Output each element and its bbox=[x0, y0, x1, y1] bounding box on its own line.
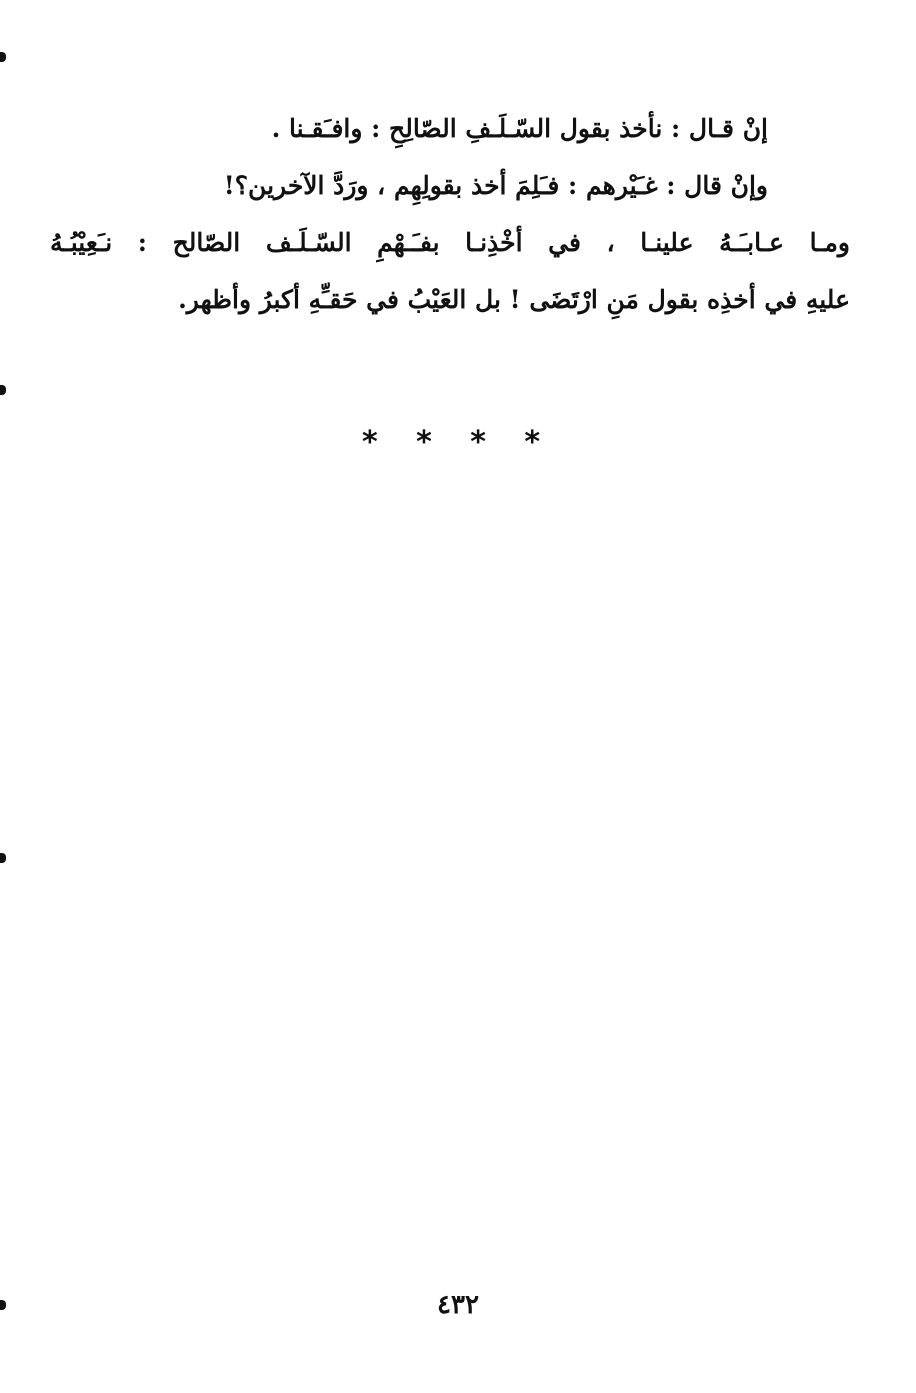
body-text bbox=[50, 100, 850, 328]
section-separator: * * * * bbox=[361, 425, 555, 460]
scan-edge-mark-1 bbox=[0, 52, 6, 62]
text-line-2: وإنْ قال : غـَيْرهم : فـَلِمَ أخذ بقولِهِم ، ورَدَّ الآخرين؟! bbox=[223, 171, 768, 200]
text-line-1: إنْ قـال : نأخذ بقول السّـلَـفِ الصّالِحِ : وافـَقـنا . bbox=[271, 114, 768, 143]
scan-edge-mark-3 bbox=[0, 853, 6, 863]
text-line-4: عليهِ في أخذِه بقول مَنِ ارْتَضَى ! بل العَيْبُ في حَقـِّهِ أكبرُ وأظهر. bbox=[178, 285, 850, 314]
page-number: ٤٣٢ bbox=[437, 1290, 479, 1320]
scan-edge-mark-2 bbox=[0, 385, 6, 395]
text-line-3: ومـا عـابـَـهُ علينـا ، في أخْذِنـا بفـَـهْمِ السّـلَـف الصّالح : نـَعِيْبُـهُ bbox=[50, 228, 850, 257]
